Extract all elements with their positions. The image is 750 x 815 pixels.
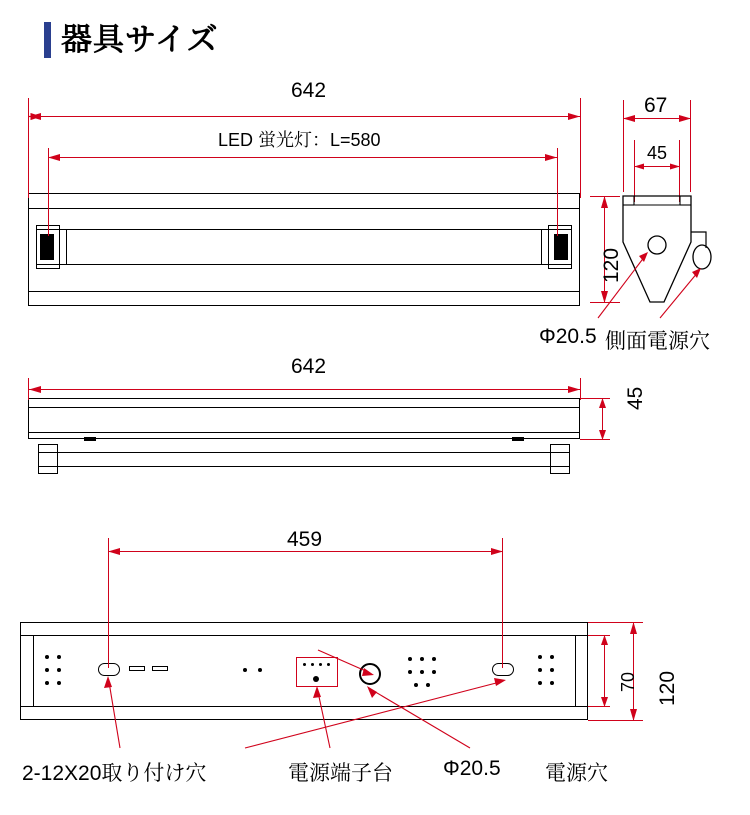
vent-dot	[538, 668, 542, 672]
terminal-dot	[303, 663, 306, 666]
dim-642-side-line	[28, 389, 581, 390]
side-view-line-1	[28, 407, 580, 408]
bottom-view-edge-left	[33, 635, 34, 706]
side-view-lamp-line-bottom	[38, 466, 570, 467]
dim-led-line	[48, 157, 558, 158]
dim-led-ext-left	[48, 148, 49, 236]
vent-dot	[408, 657, 412, 661]
vent-dot	[432, 657, 436, 661]
dim-67-line	[623, 118, 691, 119]
dim-120-end-label: 120	[600, 247, 623, 283]
vent-dot	[45, 668, 49, 672]
vent-dot	[57, 668, 61, 672]
side-view-socket-left	[38, 444, 58, 474]
bottom-view-line-bottom	[20, 706, 588, 707]
vent-dot	[420, 657, 424, 661]
side-view-lamp-line	[38, 452, 570, 453]
knockout-slot-2	[152, 666, 168, 671]
dim-67-label: 67	[644, 94, 668, 117]
terminal-dot	[319, 663, 322, 666]
lamp-socket-left	[40, 234, 54, 260]
dim-45-side-line	[602, 398, 603, 440]
terminal-block	[296, 657, 338, 687]
end-view-hole-note-label: 側面電源穴	[605, 330, 710, 353]
dim-45-side-label: 45	[624, 386, 647, 410]
dim-67-ext-right	[690, 100, 691, 192]
dim-642-top-line	[28, 116, 581, 117]
vent-dot	[45, 655, 49, 659]
dim-120-bottom-ext-bottom	[588, 720, 643, 721]
dim-45-side-ext-bottom	[580, 439, 610, 440]
dim-459-ext-right	[502, 538, 503, 668]
terminal-block-note: 電源端子台	[288, 762, 393, 785]
lamp-tube-line-left	[66, 229, 67, 265]
vent-dot	[538, 681, 542, 685]
dim-70-ext-bottom	[588, 706, 610, 707]
dim-459-label: 459	[287, 528, 323, 551]
title-accent-bar	[44, 22, 51, 58]
mount-slot-left	[98, 663, 120, 676]
side-view-socket-right	[550, 444, 570, 474]
vent-dot	[550, 681, 554, 685]
top-view-inner-line-1	[28, 208, 580, 209]
dim-45-side-ext-top	[580, 398, 610, 399]
dim-642-top-label: 642	[291, 79, 327, 102]
terminal-dot	[327, 663, 330, 666]
side-view-tab-right	[512, 437, 524, 441]
vent-dot	[414, 683, 418, 687]
mount-slot-right	[492, 663, 514, 676]
dim-70-label: 70	[618, 671, 638, 692]
bottom-view-edge-right	[575, 635, 576, 706]
vent-dot	[57, 655, 61, 659]
vent-dot	[408, 670, 412, 674]
dim-120-bottom-ext-top	[588, 622, 643, 623]
vent-dot	[538, 655, 542, 659]
dim-67-ext-left	[623, 100, 624, 192]
dim-led-label: LED 蛍光灯：L=580	[212, 126, 387, 152]
page-title	[44, 22, 219, 58]
vent-dot	[550, 668, 554, 672]
dim-led-ext-right	[557, 148, 558, 236]
dim-642-side-label: 642	[291, 355, 327, 378]
dim-120-end-ext-top	[590, 196, 620, 197]
dim-45-end-ext-right	[679, 140, 680, 202]
dim-120-end-ext-bottom	[590, 302, 620, 303]
vent-dot	[45, 681, 49, 685]
side-view-line-2	[28, 432, 580, 433]
mount-holes-note: 2-12X20取り付け穴	[22, 762, 207, 785]
dim-45-end-label: 45	[647, 143, 668, 163]
dim-45-end-line	[634, 166, 680, 167]
top-view-inner-line-2	[28, 291, 580, 292]
vent-dot	[550, 655, 554, 659]
dim-642-top-ext-right	[580, 98, 581, 198]
end-view-hole-diameter-label: Φ20.5	[539, 325, 597, 348]
title-text: 器具サイズ	[61, 22, 219, 57]
knockout-slot-1	[129, 666, 145, 671]
dim-459-ext-left	[108, 538, 109, 668]
lamp-tube	[36, 229, 572, 265]
vent-dot	[243, 668, 247, 672]
lamp-socket-right	[554, 234, 568, 260]
lamp-tube-line-right	[541, 229, 542, 265]
dim-45-end-ext-left	[634, 140, 635, 202]
dim-70-line	[604, 635, 605, 707]
terminal-dot	[311, 663, 314, 666]
power-hole-note: 電源穴	[545, 762, 608, 785]
power-hole	[359, 663, 381, 685]
vent-dot	[432, 670, 436, 674]
vent-dot	[258, 668, 262, 672]
dim-120-bottom-label: 120	[656, 670, 679, 706]
dim-70-ext-top	[588, 635, 610, 636]
side-view-tab-left	[84, 437, 96, 441]
vent-dot	[57, 681, 61, 685]
power-hole-diameter-note: Φ20.5	[443, 757, 501, 780]
dim-642-top-ext-left	[28, 98, 29, 198]
terminal-dot-large	[313, 676, 319, 682]
vent-dot	[426, 683, 430, 687]
vent-dot	[420, 670, 424, 674]
